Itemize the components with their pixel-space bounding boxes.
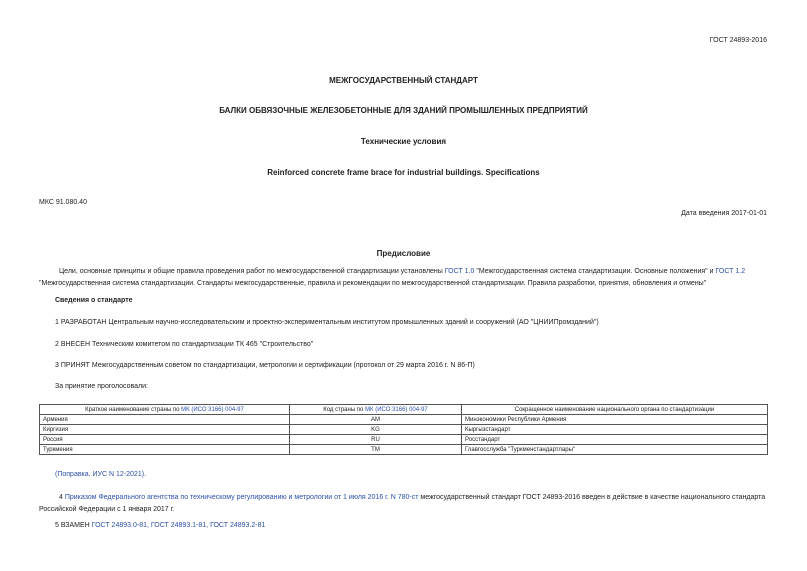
item-2: 2 ВНЕСЕН Техническим комитетом по стандартизации ТК 465 "Строительство" — [55, 341, 314, 348]
table-header-row — [40, 405, 768, 415]
item-4: 4 Приказом Федерального агентства по техническому регулированию и метрологии от 1 июля 2016 г. N 780-ст межгосударственный стандарт ГОСТ 24893-2016 введен в действие в качестве национального стандарта Российской Федерации с 1 января 2017 г. — [39, 494, 766, 513]
replaced-gost-links[interactable]: ГОСТ 24893.0-81, ГОСТ 24893.1-81, ГОСТ 24893.2-81 — [91, 522, 266, 529]
amendment-link[interactable]: (Поправка. ИУС N 12-2021) — [55, 471, 145, 478]
col-code-header: Код страны по МК (ИСО 3166) 004-97 — [290, 405, 462, 415]
item-5: 5 ВЗАМЕН ГОСТ 24893.0-81, ГОСТ 24893.1-81, ГОСТ 24893.2-81 — [55, 522, 266, 529]
item-1: 1 РАЗРАБОТАН Центральным научно-исследовательским и проектно-экспериментальным институтом промышленных зданий и сооружений (АО "ЦНИИПромзданий") — [55, 319, 599, 326]
doc-code: ГОСТ 24893-2016 — [709, 37, 767, 44]
amendment-note: (Поправка. ИУС N 12-2021). — [55, 471, 147, 478]
mk-iso-link[interactable]: МК (ИСО 3166) 004-97 — [365, 406, 428, 413]
body-cell: Кыргызстандарт — [462, 425, 768, 435]
country-cell: Россия — [40, 435, 290, 445]
item-3: 3 ПРИНЯТ Межгосударственным советом по стандартизации, метрологии и сертификации (протокол от 29 марта 2016 г. N 86-П) — [55, 362, 475, 369]
gost-1-0-link[interactable]: ГОСТ 1.0 — [444, 268, 475, 275]
english-title: Reinforced concrete frame brace for industrial buildings. Specifications — [267, 168, 540, 177]
gost-1-2-link[interactable]: ГОСТ 1.2 — [715, 268, 746, 275]
voted-label: За принятие проголосовали: — [55, 383, 148, 390]
body-cell: Минэкономики Республики Армения — [462, 415, 768, 425]
code-cell: RU — [290, 435, 462, 445]
order-link[interactable]: Приказом Федерального агентства по техническому регулированию и метрологии от 1 июля 2016 г. N 780-ст — [64, 494, 419, 501]
body-cell: Главгосслужба "Туркменстандартлары" — [462, 445, 768, 455]
foreword-paragraph: Цели, основные принципы и общие правила проведения работ по межгосударственной стандартизации установлены ГОСТ 1.0 "Межгосударственная система стандартизации. Основные положения" и ГОСТ 1.2 "Межгосударственная система стандартизации. Стандарты межгосударственные, правила и рекомендации по межгосударственной стандартизации. Правила разработки, принятия, обновления и отмены" — [39, 268, 746, 287]
document-title: БАЛКИ ОБВЯЗОЧНЫЕ ЖЕЛЕЗОБЕТОННЫЕ ДЛЯ ЗДАНИЙ ПРОМЫШЛЕННЫХ ПРЕДПРИЯТИЙ — [219, 106, 588, 115]
body-cell: Росстандарт — [462, 435, 768, 445]
foreword-heading: Предисловие — [376, 249, 431, 258]
table-row — [40, 415, 768, 425]
document-subtitle: Технические условия — [360, 137, 447, 146]
info-heading: Сведения о стандарте — [55, 297, 133, 304]
col-country-header: Краткое наименование страны по МК (ИСО 3166) 004-97 — [40, 405, 290, 415]
table-row — [40, 425, 768, 435]
col-body-header: Сокращенное наименование национального органа по стандартизации — [462, 405, 768, 415]
intro-date: Дата введения 2017-01-01 — [681, 210, 767, 217]
country-cell: Армения — [40, 415, 290, 425]
code-cell: TM — [290, 445, 462, 455]
code-cell: KG — [290, 425, 462, 435]
mk-iso-link[interactable]: МК (ИСО 3166) 004-97 — [181, 406, 244, 413]
table-row — [40, 445, 768, 455]
countries-table — [39, 404, 768, 455]
mks-code: МКС 91.080.40 — [39, 199, 87, 206]
country-cell: Киргизия — [40, 425, 290, 435]
table-row — [40, 435, 768, 445]
code-cell: AM — [290, 415, 462, 425]
standard-type: МЕЖГОСУДАРСТВЕННЫЙ СТАНДАРТ — [329, 76, 478, 85]
country-cell: Туркмения — [40, 445, 290, 455]
